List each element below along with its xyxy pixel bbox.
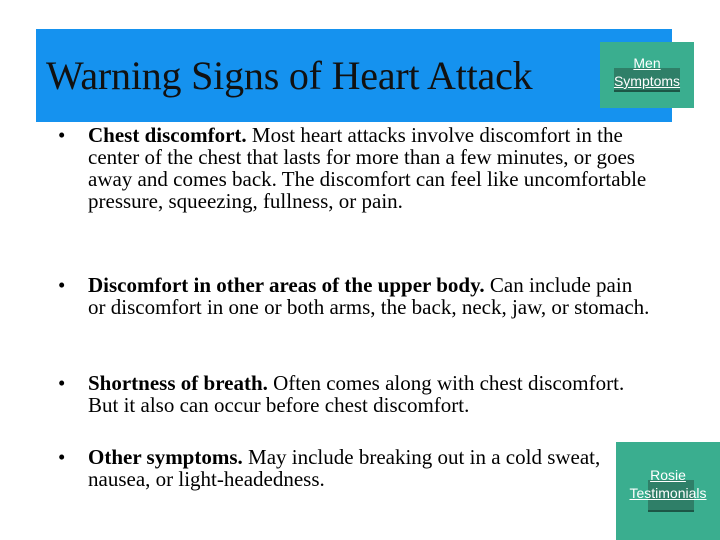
bullet-text: Most heart attacks involve discomfort in the center of the chest that lasts for more than a few minutes, or goes away and comes back. The discomfort can feel like uncomfortable pressure, squeezing, fullness, or pain. (88, 123, 647, 213)
bullet-glyph: • (58, 445, 66, 469)
bullet-heading: Other symptoms. (88, 445, 243, 469)
list-item (58, 124, 650, 212)
list-item (58, 274, 650, 318)
bullet-text: Often comes along with chest discomfort. But it also can occur before chest discomfort. (88, 371, 625, 417)
bullet-glyph: • (58, 273, 66, 297)
list-item (58, 446, 624, 490)
rosie-testimonials-button[interactable] (616, 442, 720, 540)
bullet-text: May include breaking out in a cold sweat, nausea, or light-headedness. (88, 445, 601, 491)
rosie-testimonials-label-line1[interactable]: Rosie (650, 467, 686, 483)
rosie-testimonials-label-line2[interactable]: Testimonials (629, 485, 707, 501)
bullet-glyph: • (58, 371, 66, 395)
list-item (58, 372, 658, 416)
men-symptoms-button[interactable] (600, 42, 694, 108)
bullet-heading: Discomfort in other areas of the upper body. (88, 273, 485, 297)
slide-title: Warning Signs of Heart Attack (46, 53, 533, 98)
men-symptoms-label-line2[interactable]: Symptoms (613, 73, 681, 89)
men-symptoms-label-line1[interactable]: Men (633, 55, 661, 71)
bullet-heading: Chest discomfort. (88, 123, 247, 147)
bullet-heading: Shortness of breath. (88, 371, 268, 395)
bullet-text: Can include pain or discomfort in one or both arms, the back, neck, jaw, or stomach. (88, 273, 650, 319)
bullet-glyph: • (58, 123, 66, 147)
